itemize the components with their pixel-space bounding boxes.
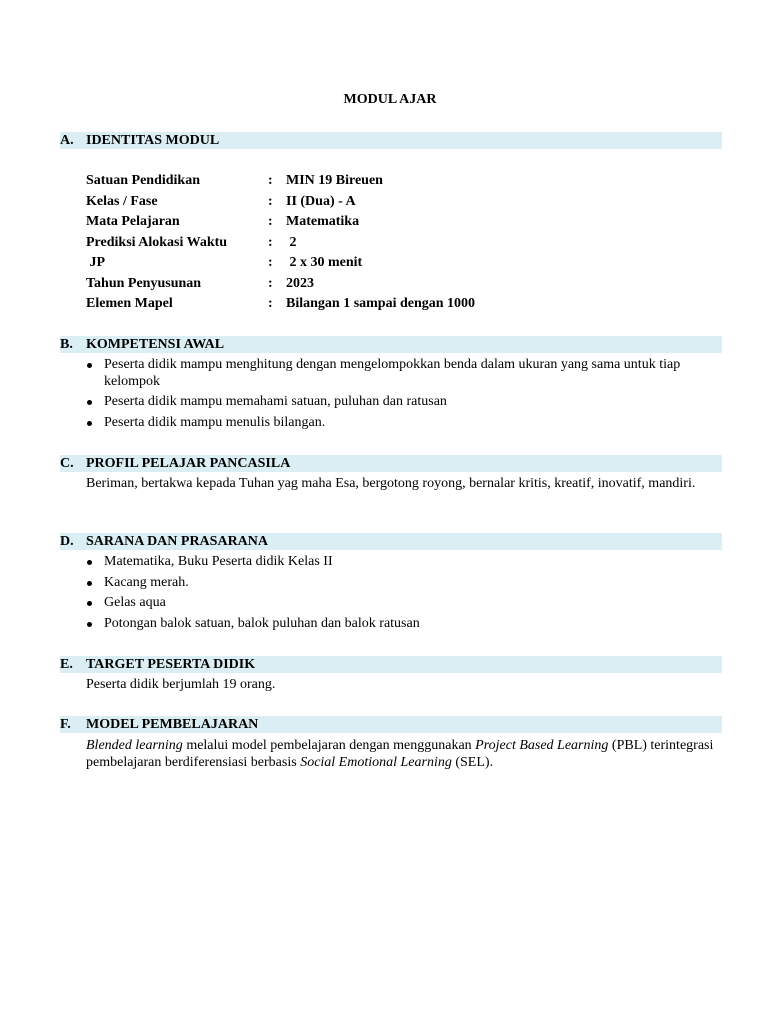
bullet-icon (87, 363, 92, 368)
model-text-part: melalui model pembelajaran dengan menggunakan (182, 738, 476, 753)
section-c-letter: C. (60, 456, 74, 471)
identity-value: MIN 19 Bireuen (286, 173, 383, 188)
section-e-letter: E. (60, 657, 73, 672)
identity-colon: : (268, 255, 273, 270)
identity-label: Kelas / Fase (86, 193, 158, 209)
list-item (86, 575, 722, 592)
identity-value: Matematika (286, 214, 360, 229)
identity-colon: : (268, 234, 273, 250)
section-b-letter: B. (60, 337, 73, 352)
model-text-italic: Blended learning (86, 738, 183, 753)
list-item-text: Kacang merah. (104, 574, 189, 590)
list-item-text: Peserta didik mampu menulis bilangan. (104, 414, 326, 430)
list-item-text: Gelas aqua (104, 595, 166, 610)
identity-value: 2023 (286, 275, 314, 291)
identity-label: Prediksi Alokasi Waktu (86, 234, 228, 250)
section-f-heading (60, 716, 722, 733)
section-c-heading (60, 455, 722, 472)
bullet-icon (87, 421, 92, 426)
identity-label: Satuan Pendidikan (86, 173, 200, 188)
identity-value: 2 (286, 234, 297, 250)
identity-label: JP (86, 255, 106, 270)
kompetensi-list (86, 357, 722, 435)
model-text-italic: Project Based Learning (475, 738, 609, 753)
section-a-title: IDENTITAS MODUL (86, 133, 220, 148)
section-f-letter: F. (60, 717, 71, 732)
bullet-icon (87, 400, 92, 405)
identity-colon: : (268, 275, 273, 291)
document-title: MODUL AJAR (343, 92, 437, 107)
list-item-text: Peserta didik mampu memahami satuan, puluhan dan ratusan (104, 394, 447, 409)
list-item (86, 595, 722, 612)
list-item-text: Matematika, Buku Peserta didik Kelas II (104, 554, 333, 569)
bullet-icon (87, 601, 92, 606)
section-a-heading (60, 132, 722, 149)
model-text-part: (SEL). (451, 754, 494, 770)
list-item (86, 394, 722, 411)
section-e-heading (60, 656, 722, 673)
section-d-letter: D. (60, 534, 74, 549)
section-c-title: PROFIL PELAJAR PANCASILA (86, 456, 291, 471)
profil-text: Beriman, bertakwa kepada Tuhan yag maha Esa, bergotong royong, bernalar kritis, kreatif, inovatif, mandiri. (86, 476, 696, 491)
model-text (86, 738, 722, 771)
sarana-list (86, 554, 722, 636)
list-item (86, 554, 722, 571)
bullet-icon (87, 622, 92, 627)
bullet-icon (87, 581, 92, 586)
bullet-icon (87, 560, 92, 565)
target-text: Peserta didik berjumlah 19 orang. (86, 677, 276, 692)
section-d-heading (60, 533, 722, 550)
identity-label: Tahun Penyusunan (86, 275, 202, 291)
list-item-text: Potongan balok satuan, balok puluhan dan balok ratusan (104, 615, 420, 631)
identity-colon: : (268, 214, 273, 229)
identity-value: II (Dua) - A (286, 193, 356, 209)
identity-value: Bilangan 1 sampai dengan 1000 (286, 296, 476, 311)
list-item (86, 357, 722, 390)
list-item (86, 616, 722, 633)
section-d-title: SARANA DAN PRASARANA (86, 534, 269, 549)
list-item-text: Peserta didik mampu menghitung dengan mengelompokkan benda dalam ukuran yang sama untuk tiap kelompok (104, 357, 681, 389)
section-b-title: KOMPETENSI AWAL (86, 337, 225, 352)
identity-colon: : (268, 296, 273, 311)
identity-value: 2 x 30 menit (286, 255, 363, 270)
section-e-title: TARGET PESERTA DIDIK (86, 657, 256, 672)
section-a-letter: A. (60, 133, 74, 148)
section-f-title: MODEL PEMBELAJARAN (86, 717, 259, 732)
identity-colon: : (268, 173, 273, 188)
list-item (86, 415, 722, 432)
identity-label: Elemen Mapel (86, 296, 173, 311)
identity-colon: : (268, 193, 273, 209)
identity-label: Mata Pelajaran (86, 214, 180, 229)
model-text-part: (PBL) terintegrasi pembelajaran berdiferensiasi berbasis (86, 738, 714, 770)
model-text-italic: Social Emotional Learning (300, 754, 452, 770)
section-b-heading (60, 336, 722, 353)
